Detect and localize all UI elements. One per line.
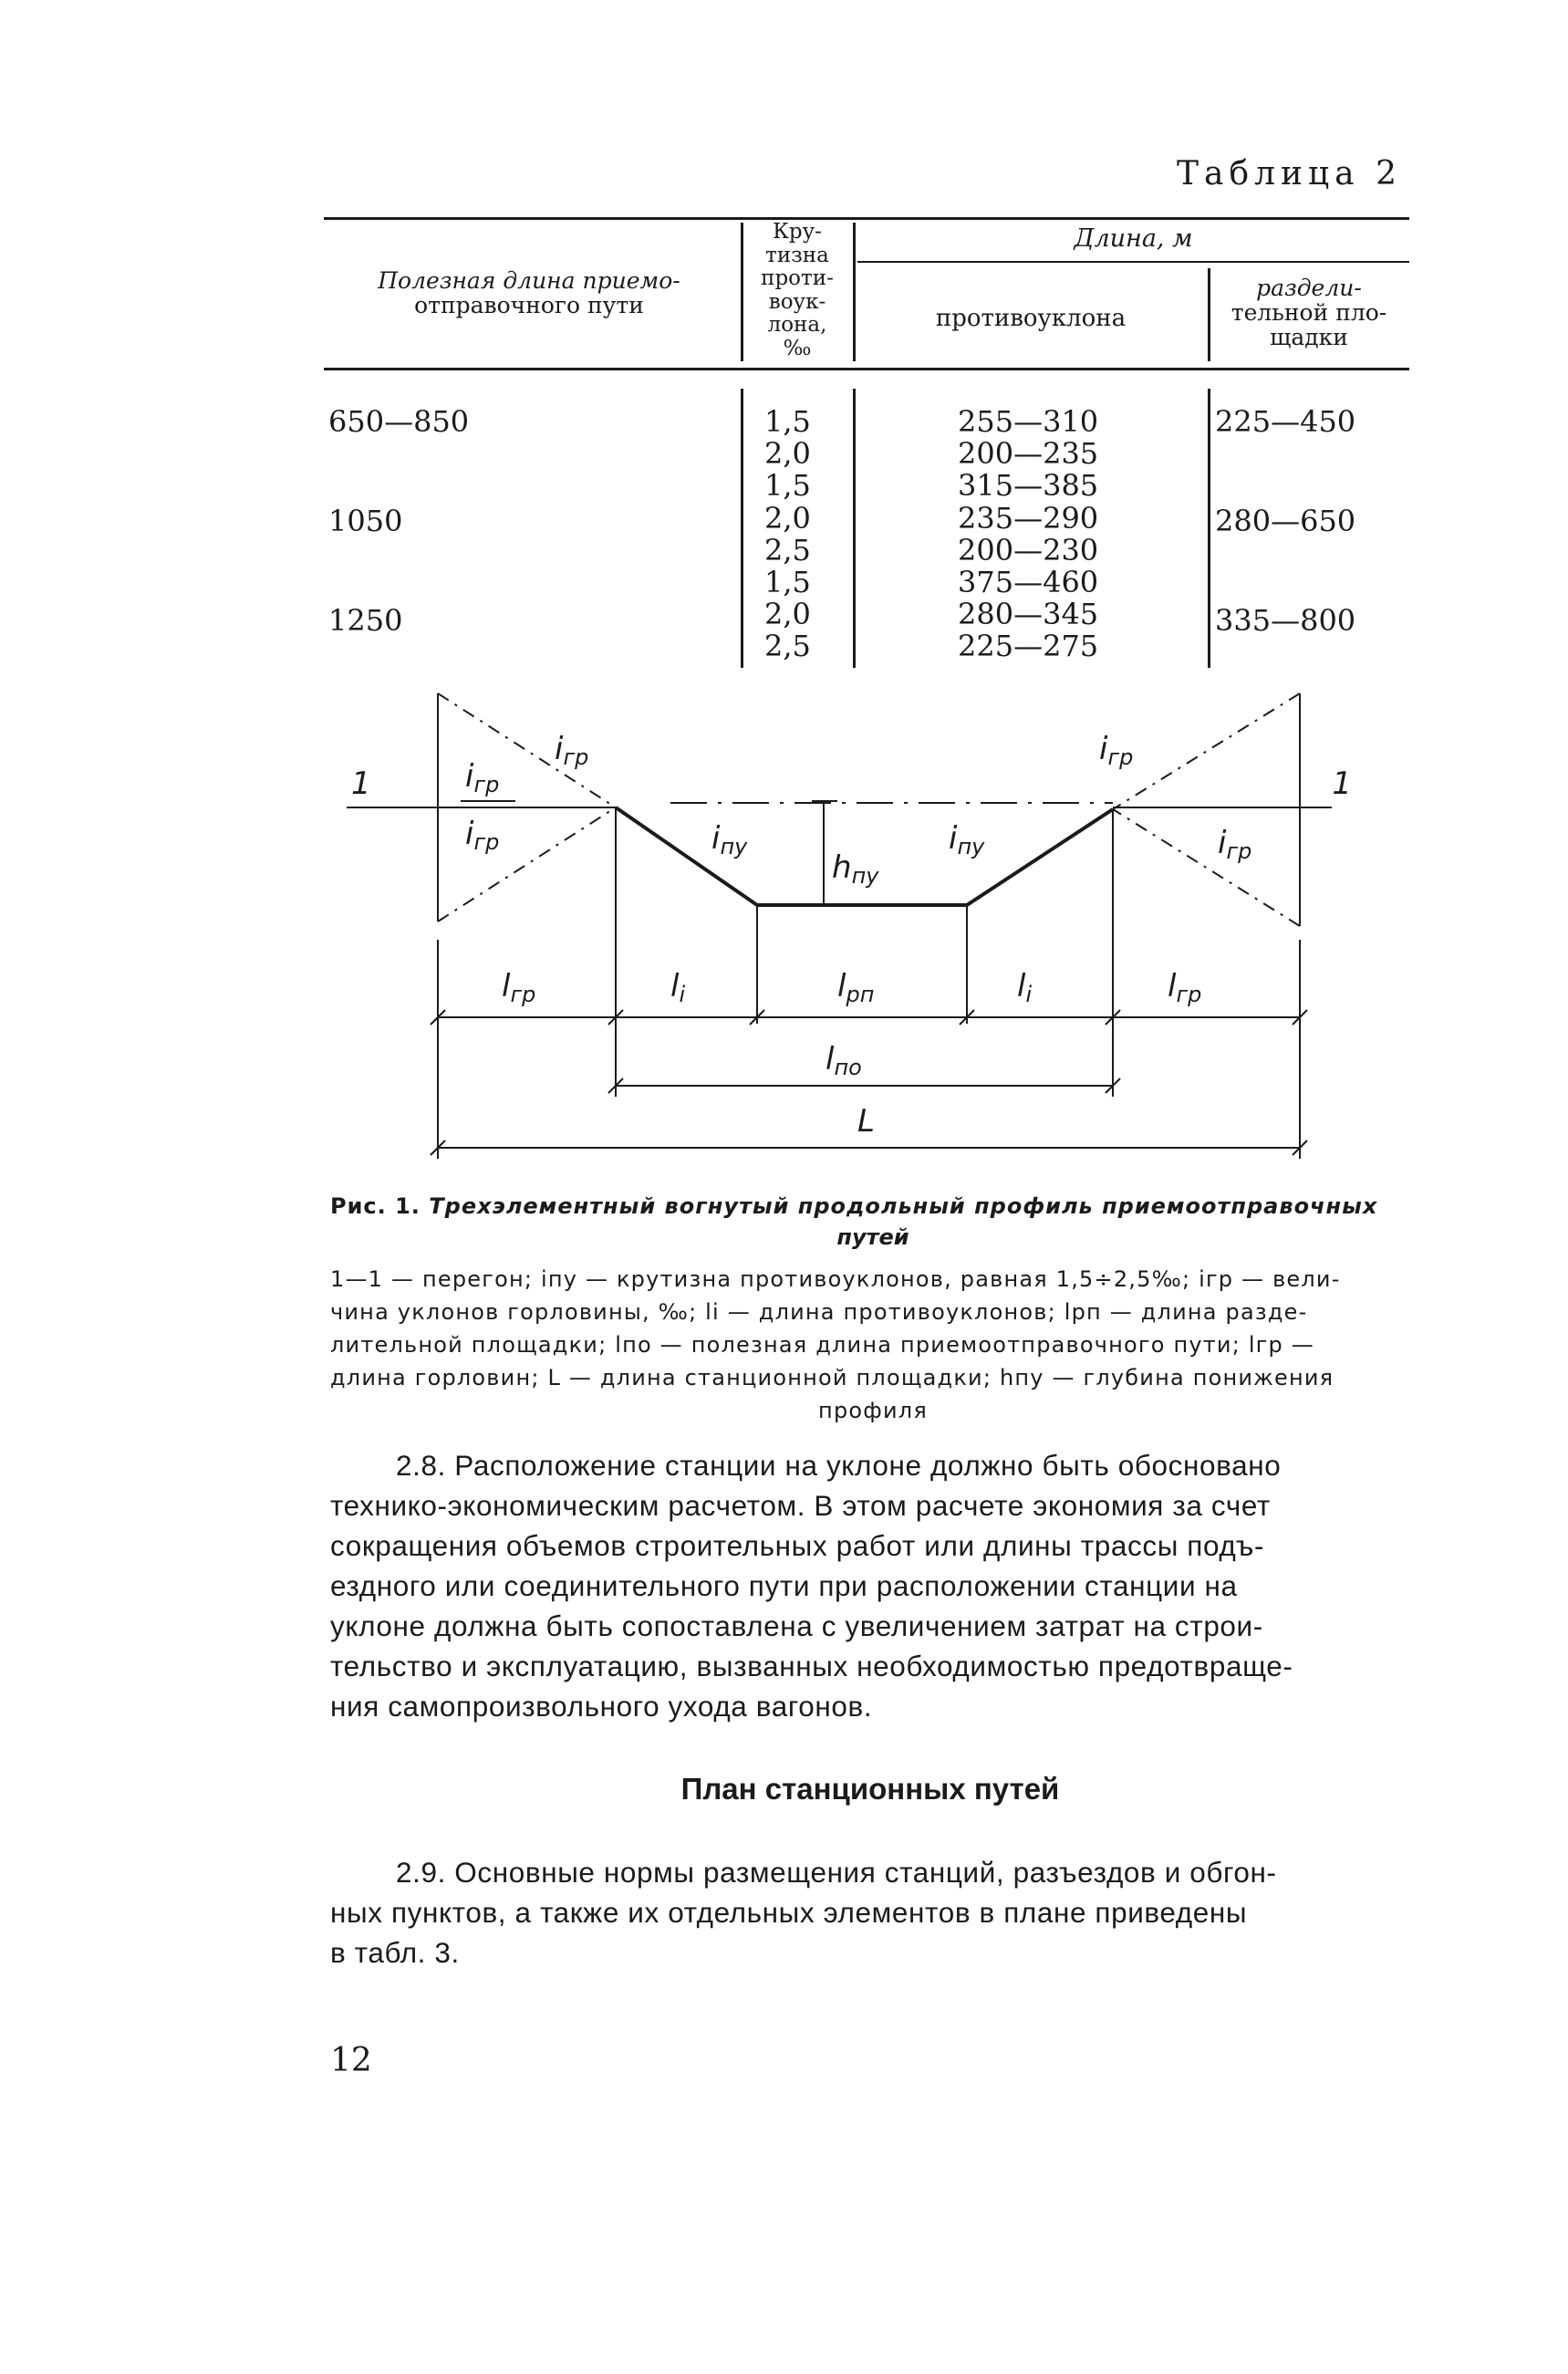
section-mark-right: 1	[1332, 765, 1352, 802]
header-counter-slope: противоуклона	[935, 305, 1127, 332]
paragraph-2-8: 2.8. Расположение станции на уклоне должно быть обосновано технико-экономическим расчетом. В этом расчете экономия за счет сокращения объемов строительных работ или длины трассы подъ- ездного или соединительного пути при расположении станции на уклоне должна быть сопоставлена с увеличением затрат на строи- тельство и эксплуатацию, вызванных необходимостью предотвраще- ния самопроизвольного ухода вагонов.	[330, 1449, 1293, 1723]
counter-slope-values	[958, 406, 1098, 663]
table-divider-2	[853, 223, 856, 361]
label-igr-left-2: iгр	[465, 816, 500, 855]
counter-slope-value: 280—345	[958, 597, 1099, 632]
table-divider-3	[1208, 268, 1210, 361]
counter-slope-value: 375—460	[958, 564, 1099, 599]
section-mark-left: 1	[351, 765, 371, 802]
slope-value: 2,0	[764, 500, 811, 536]
table-body-divider-1	[741, 389, 743, 668]
counter-slope-value: 255—310	[958, 404, 1099, 439]
label-ipu-right: iпу	[949, 820, 985, 859]
right-upper-slope	[1113, 693, 1300, 809]
legend-line: 1—1 — перегон; iпу — крутизна противоуклонов, равная 1,5÷2,5‰; iгр — вели-	[330, 1266, 1341, 1292]
label-lgr-right: lгр	[1168, 968, 1202, 1007]
counter-slope-value: 235—290	[958, 500, 1099, 536]
platform-225-450: 225—450	[1215, 404, 1356, 439]
label-igr-top-left: iгр	[555, 731, 589, 770]
label-lpo: lпо	[826, 1041, 862, 1080]
label-lgr-left: lгр	[502, 968, 536, 1007]
right-lower-slope	[1113, 809, 1300, 926]
label-igr-left-1: iгр	[465, 758, 500, 797]
figure-caption-title: Рис. 1. Трехэлементный вогнутый продольный профиль приемоотправочных	[330, 1193, 1378, 1219]
header-slope: Кру- тизна проти- воук- лона, ‰	[761, 220, 834, 360]
length-1250: 1250	[328, 603, 403, 638]
length-650-850: 650—850	[328, 404, 470, 439]
table-header-rule	[324, 368, 1409, 370]
length-1050: 1050	[328, 504, 403, 538]
table-top-rule	[324, 217, 1409, 220]
label-L: L	[857, 1103, 875, 1140]
table-body-divider-3	[1208, 389, 1210, 668]
counter-slope-value: 200—235	[958, 436, 1099, 472]
page-number: 12	[330, 2042, 372, 2079]
counter-slope-value: 225—275	[958, 629, 1099, 664]
header-length-group: Длина, м	[1074, 224, 1193, 253]
legend-line: профиля	[818, 1398, 928, 1423]
table-divider-1	[741, 223, 743, 361]
slope-value: 1,5	[764, 404, 811, 439]
table-body-divider-2	[853, 389, 856, 668]
concave-profile	[616, 807, 1113, 905]
slope-value: 2,5	[764, 629, 811, 664]
label-li-right: li	[1017, 968, 1033, 1007]
label-ipu-left: iпу	[711, 820, 748, 859]
counter-slope-value: 200—230	[958, 532, 1099, 567]
platform-280-650: 280—650	[1215, 504, 1356, 538]
paragraph-2-9: 2.9. Основные нормы размещения станций, разъездов и обгон- ных пунктов, а также их отдельных элементов в плане приведены в табл. 3.	[330, 1856, 1277, 1969]
slope-value: 1,5	[764, 468, 811, 504]
slope-value: 2,5	[764, 532, 811, 567]
header-platform: раздели- тельной пло- щадки	[1231, 275, 1387, 350]
slope-value: 2,0	[764, 597, 811, 632]
table-label: Таблица 2	[1177, 155, 1402, 193]
slope-values	[764, 406, 811, 663]
slope-value: 1,5	[764, 564, 811, 599]
counter-slope-value: 315—385	[958, 468, 1099, 504]
label-hpu: hпу	[832, 849, 879, 889]
figure-legend	[330, 1263, 1416, 1427]
label-igr-right: iгр	[1218, 825, 1252, 864]
legend-line: длина горловин; L — длина станционной площадки; hпу — глубина понижения	[330, 1365, 1334, 1390]
legend-line: чина уклонов горловины, ‰; li — длина противоуклонов; lрп — длина разде-	[330, 1299, 1308, 1325]
label-igr-top-right: iгр	[1099, 731, 1134, 770]
figure-caption-title-end: путей	[836, 1224, 909, 1250]
label-lrp: lрп	[837, 968, 875, 1007]
slope-value: 2,0	[764, 436, 811, 472]
header-useful-length: Полезная длина приемо- отправочного пути	[378, 267, 680, 318]
profile-diagram	[319, 675, 1352, 1172]
platform-335-800: 335—800	[1215, 603, 1356, 638]
section-heading: План станционных путей	[680, 1772, 1060, 1806]
label-li-left: li	[670, 968, 686, 1007]
table-group-rule	[857, 261, 1409, 263]
legend-line: лительной площадки; lпо — полезная длина приемоотправочного пути; lгр —	[330, 1332, 1314, 1358]
